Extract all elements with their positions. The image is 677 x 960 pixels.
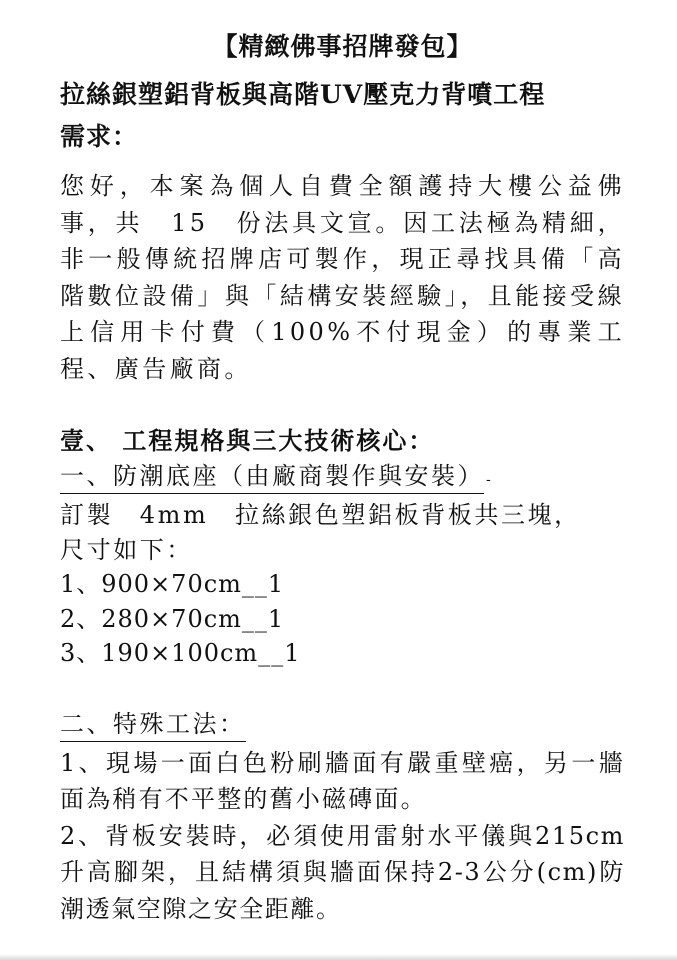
- subsection-2-heading: 二、特殊工法：: [60, 707, 246, 742]
- intro-paragraph: 您好，本案為個人自費全額護持大樓公益佛事，共 15 份法具文宣。因工法極為精細，非一般傳統招牌店可製作，現正尋找具備「高階數位設備」與「結構安裝經驗」，且能接受線上信用卡付費（100%不付現金）的專業工程、廣告廠商。: [60, 172, 625, 383]
- method-item-2: 2、背板安裝時，必須使用雷射水平儀與215cm升高腳架，且結構須與牆面保持2-3公分(cm)防潮透氣空隙之安全距離。: [60, 821, 625, 923]
- method-item-1: 1、現場一面白色粉刷牆面有嚴重壁癌，另一牆面為稍有不平整的舊小磁磚面。: [60, 748, 625, 813]
- document-subtitle-cont: 需求：: [60, 122, 139, 151]
- subsection-2-heading-row: [60, 707, 625, 745]
- subsection-1-heading-row: [60, 459, 625, 498]
- list-item: 3、190×100cm__1: [60, 639, 301, 667]
- subsection-1-heading: 一、防潮底座（由廠商製作與安裝）: [60, 459, 484, 494]
- list-item: 2、280×70cm__1: [60, 604, 285, 633]
- page-bottom-edge: [0, 954, 677, 960]
- list-item: 1、900×70cm__1: [60, 570, 285, 598]
- spec-description-cont: 尺寸如下：: [60, 535, 193, 564]
- spec-description: 訂製 4mm 拉絲銀色塑鋁板背板共三塊，: [60, 501, 581, 529]
- section-heading: 壹、 工程規格與三大技術核心：: [60, 426, 435, 455]
- subsection-1-trail: -: [486, 472, 491, 488]
- document-subtitle: 拉絲銀塑鋁背板與高階UV壓克力背噴工程: [60, 80, 546, 109]
- document-title: 【精緻佛事招牌發包】: [212, 32, 473, 61]
